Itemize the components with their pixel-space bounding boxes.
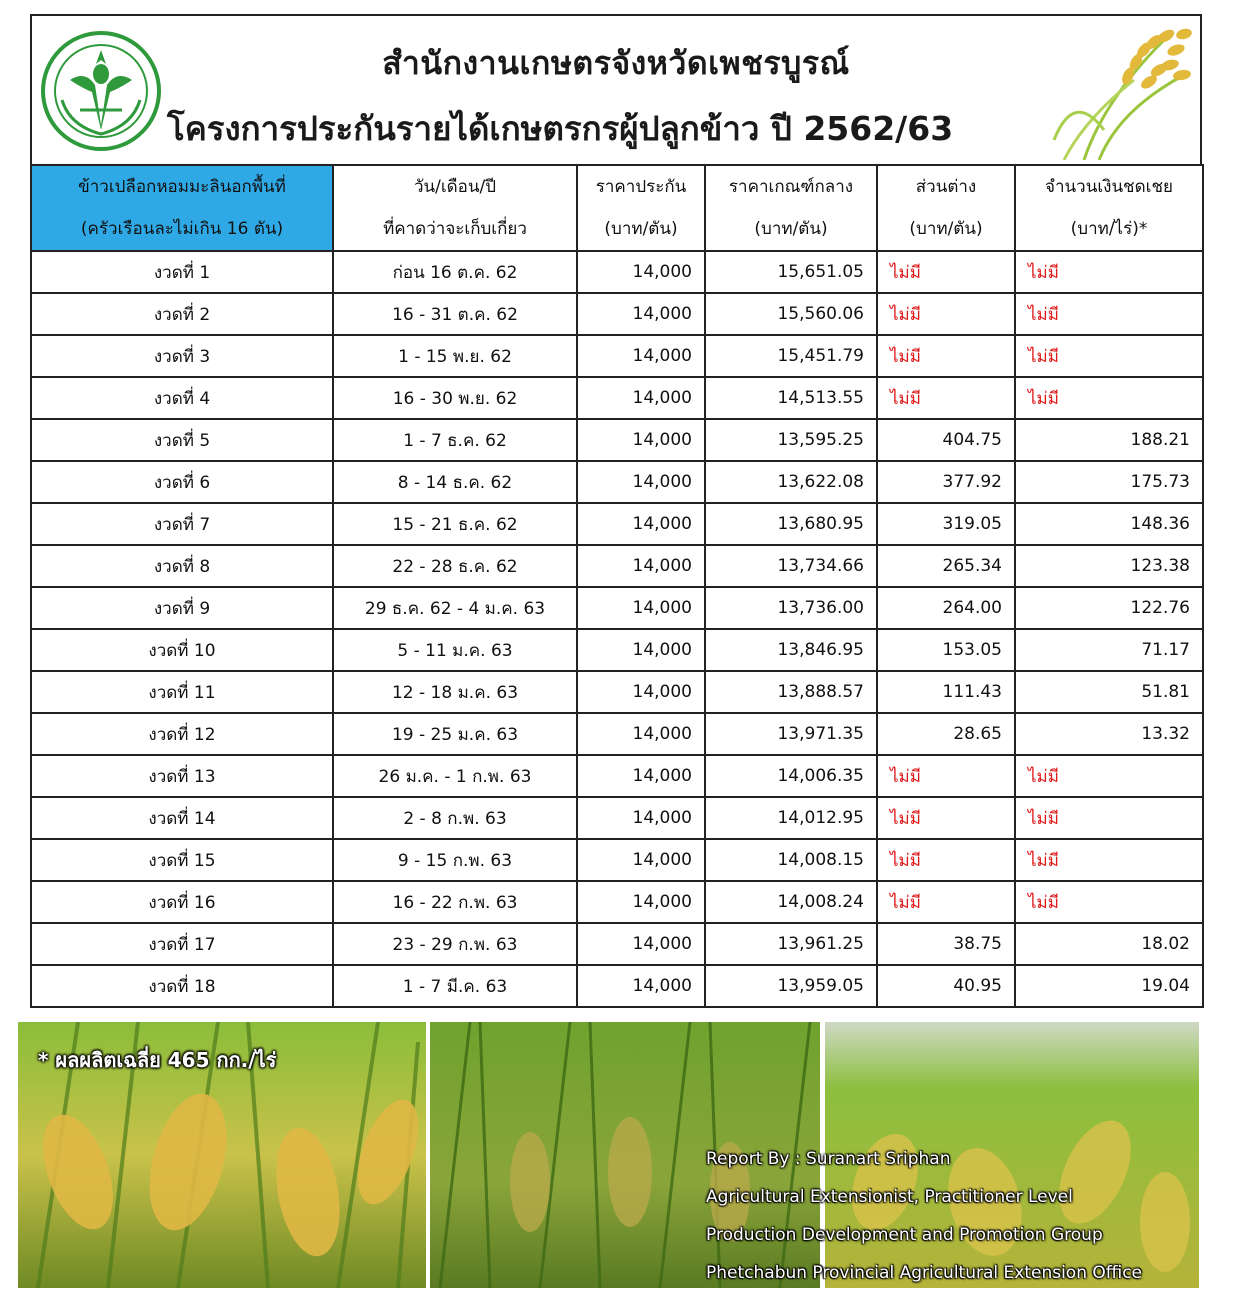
cell-reference: 13,961.25 (705, 923, 877, 965)
cell-guarantee: 14,000 (577, 629, 705, 671)
table-row (31, 797, 1203, 839)
cell-guarantee: 14,000 (577, 419, 705, 461)
column-header-line2: (บาท/ตัน) (754, 219, 828, 239)
cell-guarantee: 14,000 (577, 587, 705, 629)
table-row (31, 503, 1203, 545)
cell-date: ก่อน 16 ต.ค. 62 (333, 251, 577, 293)
column-header-2 (577, 165, 705, 251)
cell-round: งวดที่ 14 (31, 797, 333, 839)
cell-guarantee: 14,000 (577, 335, 705, 377)
cell-date: 22 - 28 ธ.ค. 62 (333, 545, 577, 587)
table-row (31, 251, 1203, 293)
header-banner (30, 14, 1202, 164)
cell-round: งวดที่ 9 (31, 587, 333, 629)
cell-reference: 13,846.95 (705, 629, 877, 671)
report-credit (706, 1140, 1142, 1292)
cell-diff: ไม่มี (877, 293, 1015, 335)
cell-round: งวดที่ 8 (31, 545, 333, 587)
cell-round: งวดที่ 7 (31, 503, 333, 545)
column-header-line1: ราคาประกัน (595, 177, 687, 197)
project-title: โครงการประกันรายได้เกษตรกรผู้ปลูกข้าว ปี 2562/63 (167, 109, 954, 148)
cell-comp: 148.36 (1015, 503, 1203, 545)
cell-comp: ไม่มี (1015, 881, 1203, 923)
cell-guarantee: 14,000 (577, 965, 705, 1007)
office-title: สำนักงานเกษตรจังหวัดเพชรบูรณ์ (382, 44, 850, 82)
cell-reference: 13,736.00 (705, 587, 877, 629)
cell-diff: 264.00 (877, 587, 1015, 629)
table-row (31, 881, 1203, 923)
column-header-line1: ส่วนต่าง (915, 177, 977, 197)
cell-reference: 13,680.95 (705, 503, 877, 545)
cell-comp: 175.73 (1015, 461, 1203, 503)
cell-date: 26 ม.ค. - 1 ก.พ. 63 (333, 755, 577, 797)
yield-footnote: * ผลผลิตเฉลี่ย 465 กก./ไร่ (38, 1048, 277, 1072)
cell-diff: ไม่มี (877, 755, 1015, 797)
cell-round: งวดที่ 12 (31, 713, 333, 755)
column-header-1 (333, 165, 577, 251)
column-header-line2: ที่คาดว่าจะเก็บเกี่ยว (383, 219, 527, 239)
cell-round: งวดที่ 5 (31, 419, 333, 461)
cell-reference: 14,006.35 (705, 755, 877, 797)
cell-reference: 13,888.57 (705, 671, 877, 713)
cell-diff: 153.05 (877, 629, 1015, 671)
cell-date: 9 - 15 ก.พ. 63 (333, 839, 577, 881)
cell-reference: 13,622.08 (705, 461, 877, 503)
cell-guarantee: 14,000 (577, 923, 705, 965)
cell-guarantee: 14,000 (577, 377, 705, 419)
cell-guarantee: 14,000 (577, 881, 705, 923)
cell-diff: ไม่มี (877, 335, 1015, 377)
cell-date: 1 - 7 ธ.ค. 62 (333, 419, 577, 461)
cell-diff: ไม่มี (877, 797, 1015, 839)
cell-comp: 71.17 (1015, 629, 1203, 671)
cell-reference: 13,971.35 (705, 713, 877, 755)
cell-round: งวดที่ 1 (31, 251, 333, 293)
cell-round: งวดที่ 2 (31, 293, 333, 335)
cell-diff: 28.65 (877, 713, 1015, 755)
credit-line-3: Production Development and Promotion Group (706, 1225, 1103, 1245)
cell-comp: 123.38 (1015, 545, 1203, 587)
table-row (31, 923, 1203, 965)
cell-round: งวดที่ 4 (31, 377, 333, 419)
cell-date: 16 - 22 ก.พ. 63 (333, 881, 577, 923)
column-header-3 (705, 165, 877, 251)
column-header-line1: จำนวนเงินชดเชย (1045, 177, 1173, 197)
cell-reference: 13,959.05 (705, 965, 877, 1007)
column-header-0 (31, 165, 333, 251)
cell-guarantee: 14,000 (577, 755, 705, 797)
table-body (31, 251, 1203, 1007)
cell-comp: ไม่มี (1015, 251, 1203, 293)
cell-comp: ไม่มี (1015, 293, 1203, 335)
cell-diff: 38.75 (877, 923, 1015, 965)
cell-diff: ไม่มี (877, 251, 1015, 293)
cell-comp: 188.21 (1015, 419, 1203, 461)
cell-round: งวดที่ 18 (31, 965, 333, 1007)
cell-round: งวดที่ 13 (31, 755, 333, 797)
cell-comp: 51.81 (1015, 671, 1203, 713)
cell-diff: 404.75 (877, 419, 1015, 461)
cell-guarantee: 14,000 (577, 545, 705, 587)
table-row (31, 293, 1203, 335)
column-header-line2: (บาท/ตัน) (604, 219, 678, 239)
cell-comp: ไม่มี (1015, 335, 1203, 377)
table-row (31, 461, 1203, 503)
cell-diff: 377.92 (877, 461, 1015, 503)
column-header-line1: วัน/เดือน/ปี (413, 177, 497, 197)
cell-reference: 14,008.15 (705, 839, 877, 881)
cell-date: 2 - 8 ก.พ. 63 (333, 797, 577, 839)
cell-date: 1 - 15 พ.ย. 62 (333, 335, 577, 377)
column-header-line2: (ครัวเรือนละไม่เกิน 16 ตัน) (80, 219, 284, 239)
table-row (31, 965, 1203, 1007)
cell-diff: 40.95 (877, 965, 1015, 1007)
compensation-table (30, 164, 1204, 1008)
cell-guarantee: 14,000 (577, 503, 705, 545)
cell-guarantee: 14,000 (577, 251, 705, 293)
cell-reference: 15,560.06 (705, 293, 877, 335)
table-row (31, 335, 1203, 377)
table-row (31, 545, 1203, 587)
table-row (31, 419, 1203, 461)
cell-comp: ไม่มี (1015, 839, 1203, 881)
cell-round: งวดที่ 6 (31, 461, 333, 503)
cell-date: 16 - 30 พ.ย. 62 (333, 377, 577, 419)
cell-comp: 13.32 (1015, 713, 1203, 755)
cell-reference: 15,451.79 (705, 335, 877, 377)
cell-reference: 14,513.55 (705, 377, 877, 419)
cell-reference: 13,595.25 (705, 419, 877, 461)
table-row (31, 629, 1203, 671)
cell-date: 23 - 29 ก.พ. 63 (333, 923, 577, 965)
cell-comp: ไม่มี (1015, 377, 1203, 419)
cell-round: งวดที่ 11 (31, 671, 333, 713)
column-header-line1: ข้าวเปลือกหอมมะลินอกพื้นที่ (78, 177, 286, 197)
column-header-line2: (บาท/ไร่)* (1070, 219, 1148, 239)
credit-line-2: Agricultural Extensionist, Practitioner Level (706, 1187, 1073, 1207)
cell-round: งวดที่ 3 (31, 335, 333, 377)
cell-guarantee: 14,000 (577, 671, 705, 713)
column-header-line2: (บาท/ตัน) (909, 219, 983, 239)
cell-guarantee: 14,000 (577, 713, 705, 755)
cell-comp: ไม่มี (1015, 797, 1203, 839)
column-header-5 (1015, 165, 1203, 251)
column-header-4 (877, 165, 1015, 251)
credit-line-4: Phetchabun Provincial Agricultural Extension Office (706, 1263, 1143, 1283)
table-row (31, 839, 1203, 881)
cell-reference: 15,651.05 (705, 251, 877, 293)
cell-reference: 14,008.24 (705, 881, 877, 923)
cell-date: 15 - 21 ธ.ค. 62 (333, 503, 577, 545)
cell-diff: ไม่มี (877, 377, 1015, 419)
rice-stalk-icon (1044, 20, 1194, 160)
cell-guarantee: 14,000 (577, 797, 705, 839)
cell-date: 29 ธ.ค. 62 - 4 ม.ค. 63 (333, 587, 577, 629)
cell-comp: 18.02 (1015, 923, 1203, 965)
cell-comp: 122.76 (1015, 587, 1203, 629)
cell-guarantee: 14,000 (577, 461, 705, 503)
cell-diff: 319.05 (877, 503, 1015, 545)
cell-diff: ไม่มี (877, 839, 1015, 881)
cell-date: 5 - 11 ม.ค. 63 (333, 629, 577, 671)
cell-reference: 14,012.95 (705, 797, 877, 839)
cell-date: 12 - 18 ม.ค. 63 (333, 671, 577, 713)
cell-round: งวดที่ 10 (31, 629, 333, 671)
cell-diff: 111.43 (877, 671, 1015, 713)
cell-round: งวดที่ 16 (31, 881, 333, 923)
cell-date: 1 - 7 มี.ค. 63 (333, 965, 577, 1007)
cell-round: งวดที่ 17 (31, 923, 333, 965)
table-row (31, 377, 1203, 419)
cell-date: 8 - 14 ธ.ค. 62 (333, 461, 577, 503)
cell-date: 19 - 25 ม.ค. 63 (333, 713, 577, 755)
cell-comp: 19.04 (1015, 965, 1203, 1007)
table-row (31, 755, 1203, 797)
cell-diff: 265.34 (877, 545, 1015, 587)
table-header-row (31, 165, 1203, 251)
table-row (31, 587, 1203, 629)
cell-guarantee: 14,000 (577, 839, 705, 881)
cell-comp: ไม่มี (1015, 755, 1203, 797)
cell-round: งวดที่ 15 (31, 839, 333, 881)
column-header-line1: ราคาเกณฑ์กลาง (728, 177, 854, 197)
cell-guarantee: 14,000 (577, 293, 705, 335)
credit-line-1: Report By : Suranart Sriphan (706, 1149, 951, 1169)
cell-date: 16 - 31 ต.ค. 62 (333, 293, 577, 335)
cell-diff: ไม่มี (877, 881, 1015, 923)
table-row (31, 671, 1203, 713)
table-row (31, 713, 1203, 755)
cell-reference: 13,734.66 (705, 545, 877, 587)
